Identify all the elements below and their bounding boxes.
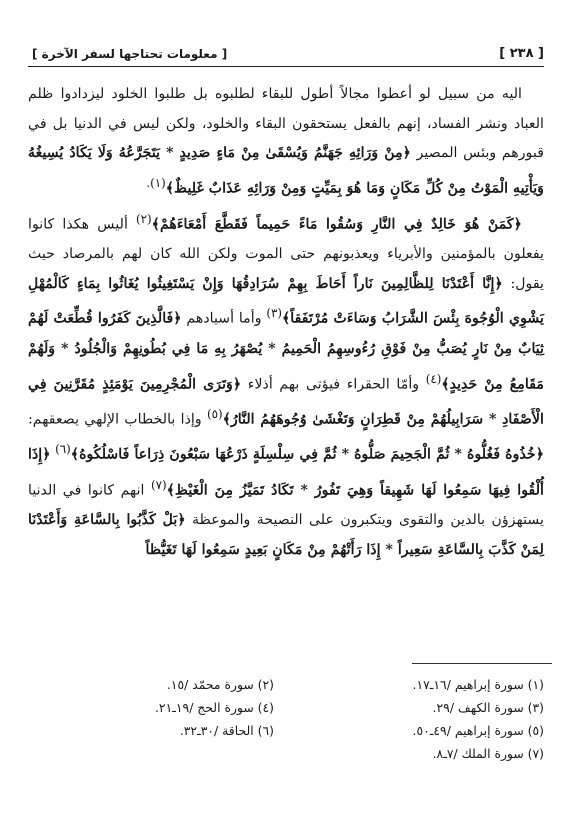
quran-verse: ﴿إِنَّا أَعْتَدْنَا لِلظَّالِمِينَ نَاراً أَحَاطَ بِهِمْ سُرَادِقُهَا وَإِنْ يَسْتَغِيثُوا يُغَاثُوا بِمَاءٍ كَالْمُهْلِ يَشْوِي الْوُجُوهَ بِئْسَ الشَّرَابُ وَسَاءَتْ مُرْتَفَقاً﴾ (28, 275, 544, 328)
footnotes (40, 673, 544, 765)
text-segment: وأما أسيادهم (181, 311, 267, 328)
text-segment: اليه من سبيل لو أعطوا مجالاً أطول للبقاء لطلبوه بل طلبوا الخلود ليزدادوا ظلم العباد ونشر الفساد، إنهم بالفعل يستحقون البقاء والخلود، ولكن ليس في الدنيا بل في قبورهم وبئس المصير (28, 86, 545, 162)
quran-verse: ﴿وَتَرَى الْمُجْرِمِينَ يَوْمَئِذٍ مُقَرَّنِينَ فِي الْأَصْفَادِ * سَرَابِيلُهُمْ مِنْ قَطِرَانٍ وَتَغْشَىٰ وُجُوهَهُمُ النَّارُ﴾ (28, 376, 544, 428)
running-title: [ معلومات تحتاجها لسفر الآخرة ] (32, 47, 228, 61)
footnote-ref: (٣) (266, 306, 282, 321)
footnote-row (40, 719, 544, 742)
header-rule (28, 66, 544, 67)
footnote-5: (٥) سورة إبراهيم /٤٩ـ٥٠. (412, 723, 544, 738)
footnote-6: (٦) الحاقة /٣٠ـ٣٢. (179, 723, 274, 738)
footnote-ref: (٤) (425, 371, 442, 386)
footnote-4: (٤) سورة الحج /١٩ـ٢١. (154, 700, 274, 715)
footnote-row (40, 742, 544, 765)
page-number: [ ٢٣٨ ] (499, 46, 544, 61)
page-header (28, 44, 544, 66)
quran-verse: ﴿بَلْ كَذَّبُوا بِالسَّاعَةِ وَأَعْتَدْنَا لِمَنْ كَذَّبَ بِالسَّاعَةِ سَعِيراً * إِذَا رَأَتْهُمْ مِنْ مَكَانٍ بَعِيدٍ سَمِعُوا لَهَا تَغَيُّظاً (28, 512, 544, 558)
text-segment: وأمّا الحقراء فيؤتى بهم أذلاء (241, 376, 426, 393)
quran-verse: ﴿كَمَنْ هُوَ خَالِدٌ فِي النَّارِ وَسُقُوا مَاءً حَمِيماً فَقَطَّعَ أَمْعَاءَهُمْ﴾ (151, 216, 522, 233)
footnote-rule (412, 663, 552, 664)
footnote-row (40, 696, 544, 719)
footnote-ref: (٢) (136, 211, 152, 226)
footnote-ref: (٦) (55, 442, 71, 457)
text-segment: وإذا بالخطاب الإلهي يصعقهم: (28, 411, 207, 428)
quran-verse: ﴿فَالَّذِينَ كَفَرُوا قُطِّعَتْ لَهُمْ ثِيَابٌ مِنْ نَارٍ يُصَبُّ مِنْ فَوْقِ رُءُوسِهِمُ الْحَمِيمُ * يُصْهَرُ بِهِ مَا فِي بُطُونِهِمْ وَالْجُلُودُ * وَلَهُمْ مَقَامِعُ مِنْ حَدِيدٍ﴾ (28, 311, 544, 393)
main-text (28, 80, 544, 566)
footnote-row (40, 673, 544, 696)
footnote-7: (٧) سورة الملك /٧ـ٨. (432, 746, 544, 761)
text-segment: أليس هكذا كانوا يفعلون بالمؤمنين والأبرياء ويعذبونهم حتى الموت ولكن الله كان لهم بالمرصاد حيث يقول: (28, 216, 544, 292)
quran-verse: ﴿مِنْ وَرَائِهِ جَهَنَّمُ وَيُسْقَىٰ مِنْ مَاءٍ صَدِيدٍ * يَتَجَرَّعُهُ وَلَا يَكَادُ يُسِيغُهُ وَيَأْتِيهِ الْمَوْتُ مِنْ كُلِّ مَكَانٍ وَمَا هُوَ بِمَيِّتٍ وَمِنْ وَرَائِهِ عَذَابٌ غَلِيظٌ﴾ (28, 145, 544, 197)
footnote-2: (٢) سورة محمّد /١٥. (166, 677, 274, 692)
footnote-ref: (٧) (150, 477, 167, 492)
paragraph-1 (28, 80, 544, 205)
quran-verse: ﴿خُذُوهُ فَغُلُّوهُ * ثُمَّ الْجَحِيمَ صَلُّوهُ * ثُمَّ فِي سِلْسِلَةٍ ذَرْعُهَا سَبْعُونَ ذِرَاعاً فَاسْلُكُوهُ﴾ (70, 447, 545, 464)
footnote-ref: (٥) (206, 406, 223, 421)
footnote-1: (١) سورة إبراهيم /١٦ـ١٧. (412, 677, 544, 692)
footnote-3: (٣) سورة الكهف /٢٩. (432, 700, 544, 715)
text-segment: انهم كانوا في الدنيا يستهزؤن بالدين والتقوى ويتكبرون على النصيحة والموعظة (28, 482, 544, 529)
paragraph-2 (28, 205, 544, 566)
footnote-ref: (١). (146, 176, 166, 191)
quran-verse: ﴿إِذَا أُلْقُوا فِيهَا سَمِعُوا لَهَا شَهِيقاً وَهِيَ تَفُورُ * تَكَادُ تَمَيَّزُ مِنَ الْغَيْظِ﴾ (28, 447, 544, 499)
